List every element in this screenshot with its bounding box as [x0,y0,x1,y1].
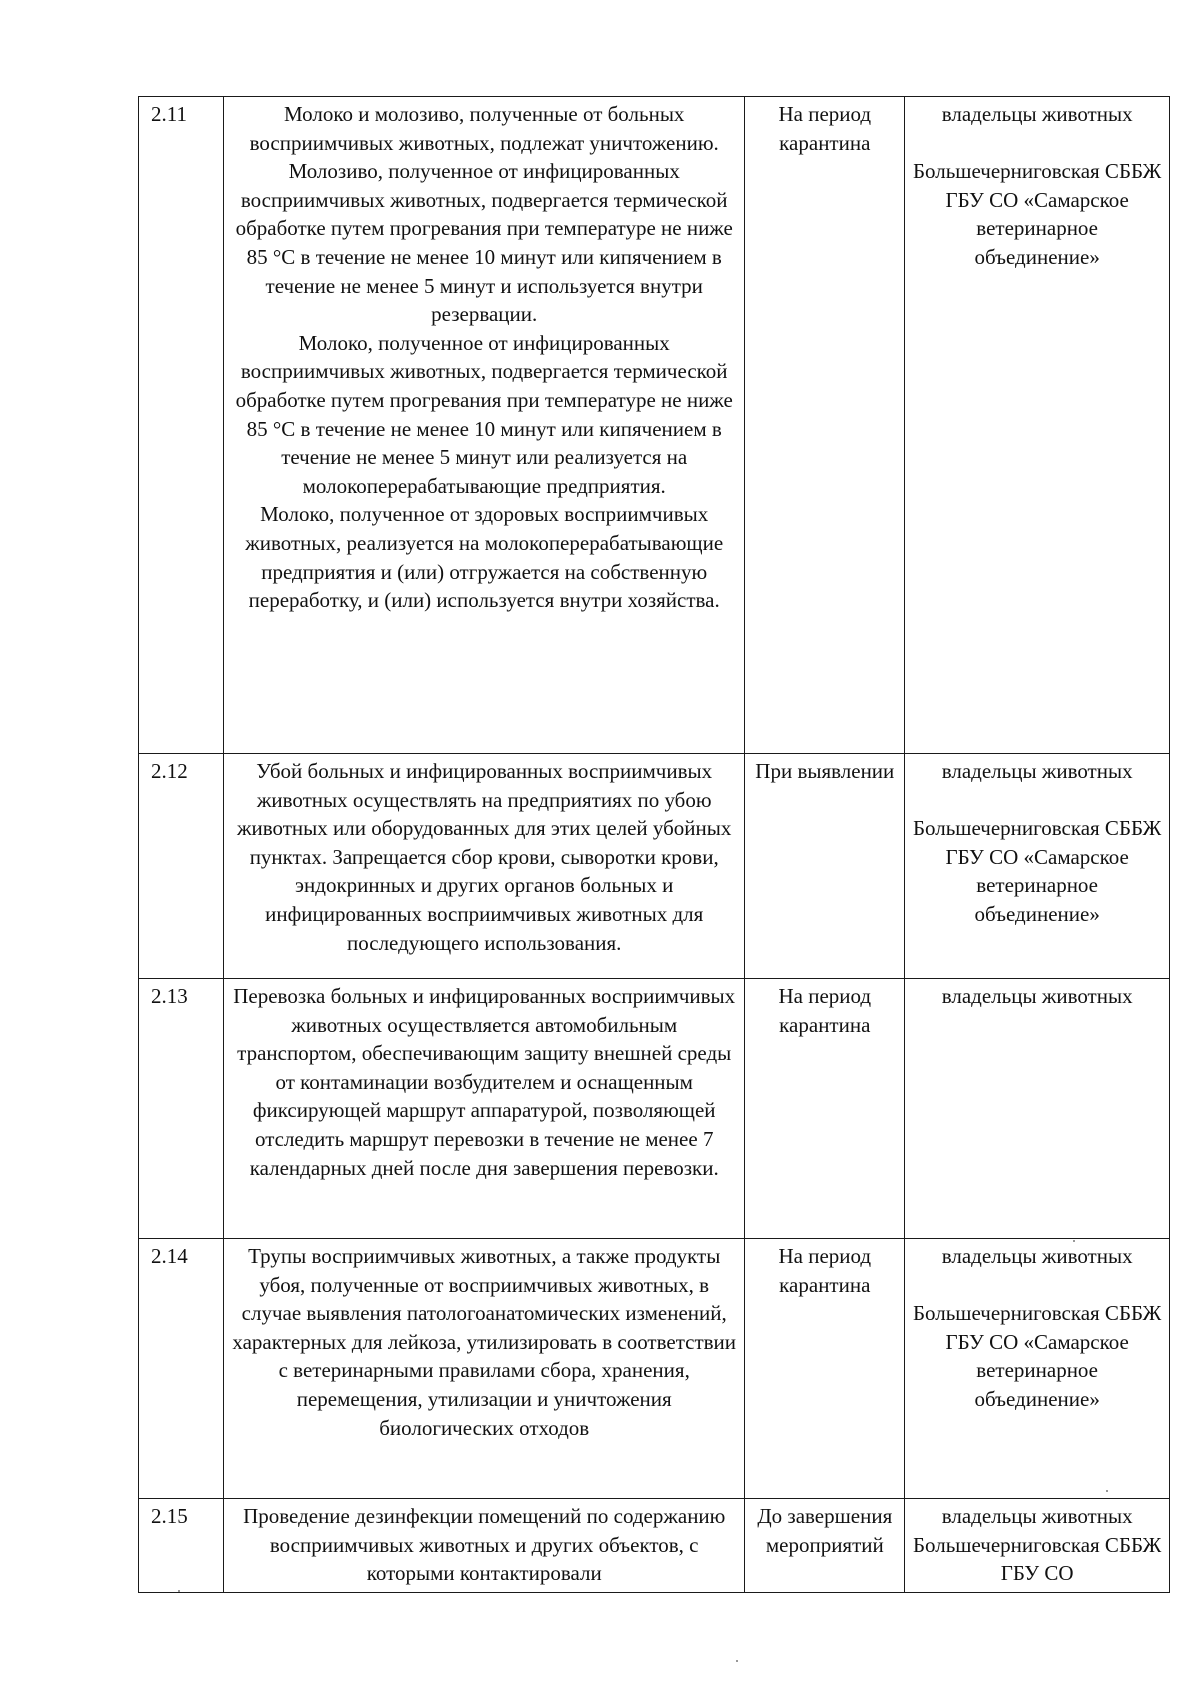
measure-paragraph: Трупы восприимчивых животных, а также продукты убоя, полученные от восприимчивых животных, в случае выявления патологоанатомических изменений, характерных для лейкоза, утилизировать в соответствии с ветеринарными правилами сбора, хранения, перемещения, утилизации и уничтожения биологических отходов [232,1244,737,1440]
measure-text [224,1499,745,1593]
scan-speck [1106,1490,1108,1492]
measure-text [224,979,745,1239]
period-cell: На период карантина [745,1239,905,1499]
responsible-org: Большечерниговская СББЖ ГБУ СО «Самарское ветеринарное объединение» [912,159,1162,269]
measure-text [224,1239,745,1499]
scan-speck [178,1590,180,1592]
table-row [139,97,1170,754]
responsible-cell [905,97,1170,754]
measure-paragraph: Молоко, полученное от инфицированных восприимчивых животных, подвергается термической обработке путем прогревания при температуре не ниже 85 °С в течение не менее 10 минут или кипячением в течение не менее 5 минут или реализуется на молокоперерабатывающие предприятия. [235,330,733,498]
measure-paragraph: Молоко, полученное от здоровых восприимчивых животных, реализуется на молокоперерабатывающие предприятия и (или) отгружается на собственную переработку, и (или) используется внутри хозяйства. [245,502,724,613]
row-number: 2.11 [139,97,224,754]
responsible-owners: владельцы животных [941,1504,1133,1528]
table-row [139,979,1170,1239]
table-row [139,1239,1170,1499]
responsible-cell [905,979,1170,1239]
responsible-cell [905,1239,1170,1499]
row-number: 2.12 [139,754,224,979]
measure-paragraph: Молоко и молозиво, полученные от больных восприимчивых животных, подлежат уничтожению. Молозиво, полученное от инфицированных восприимчивых животных, подвергается термической обработке путем прогревания при температуре не ниже 85 °С в течение не менее 10 минут или кипячением в течение не менее 5 минут и используется внутри резервации. [235,102,733,327]
row-number: 2.15 [139,1499,224,1593]
responsible-cell [905,754,1170,979]
row-number: 2.14 [139,1239,224,1499]
responsible-org: Большечерниговская СББЖ ГБУ СО «Самарское ветеринарное объединение» [912,816,1162,926]
table-row [139,1499,1170,1593]
period-cell: При выявлении [745,754,905,979]
spacer [911,786,1163,815]
responsible-org: Большечерниговская СББЖ ГБУ СО [912,1532,1162,1586]
measure-paragraph: Убой больных и инфицированных восприимчивых животных осуществлять на предприятиях по убою животных или оборудованных для этих целей убойных пунктах. Запрещается сбор крови, сыворотки крови, эндокринных и других органов больных и инфицированных восприимчивых животных для последующего использования. [237,759,732,955]
responsible-org: Большечерниговская СББЖ ГБУ СО «Самарское ветеринарное объединение» [912,1301,1162,1411]
period-cell: На период карантина [745,979,905,1239]
period-cell: На период карантина [745,97,905,754]
responsible-cell [905,1499,1170,1593]
measure-text [224,754,745,979]
spacer [911,129,1163,158]
scan-speck [1073,1240,1075,1242]
measures-table [138,96,1170,1593]
period-cell: До завершения мероприятий [745,1499,905,1593]
responsible-owners: владельцы животных [941,1244,1133,1268]
table-row [139,754,1170,979]
spacer [911,1271,1163,1300]
measure-text [224,97,745,754]
responsible-owners: владельцы животных [941,759,1133,783]
scan-speck [736,1660,738,1662]
responsible-owners: владельцы животных [941,102,1133,126]
responsible-owners: владельцы животных [941,984,1133,1008]
row-number: 2.13 [139,979,224,1239]
measure-paragraph: Перевозка больных и инфицированных восприимчивых животных осуществляется автомобильным транспортом, обеспечивающим защиту внешней среды от контаминации возбудителем и оснащенным фиксирующей маршрут аппаратурой, позволяющей отследить маршрут перевозки в течение не менее 7 календарных дней после дня завершения перевозки. [233,984,736,1180]
measure-paragraph: Проведение дезинфекции помещений по содержанию восприимчивых животных и других объектов, с которыми контактировали [243,1504,726,1586]
